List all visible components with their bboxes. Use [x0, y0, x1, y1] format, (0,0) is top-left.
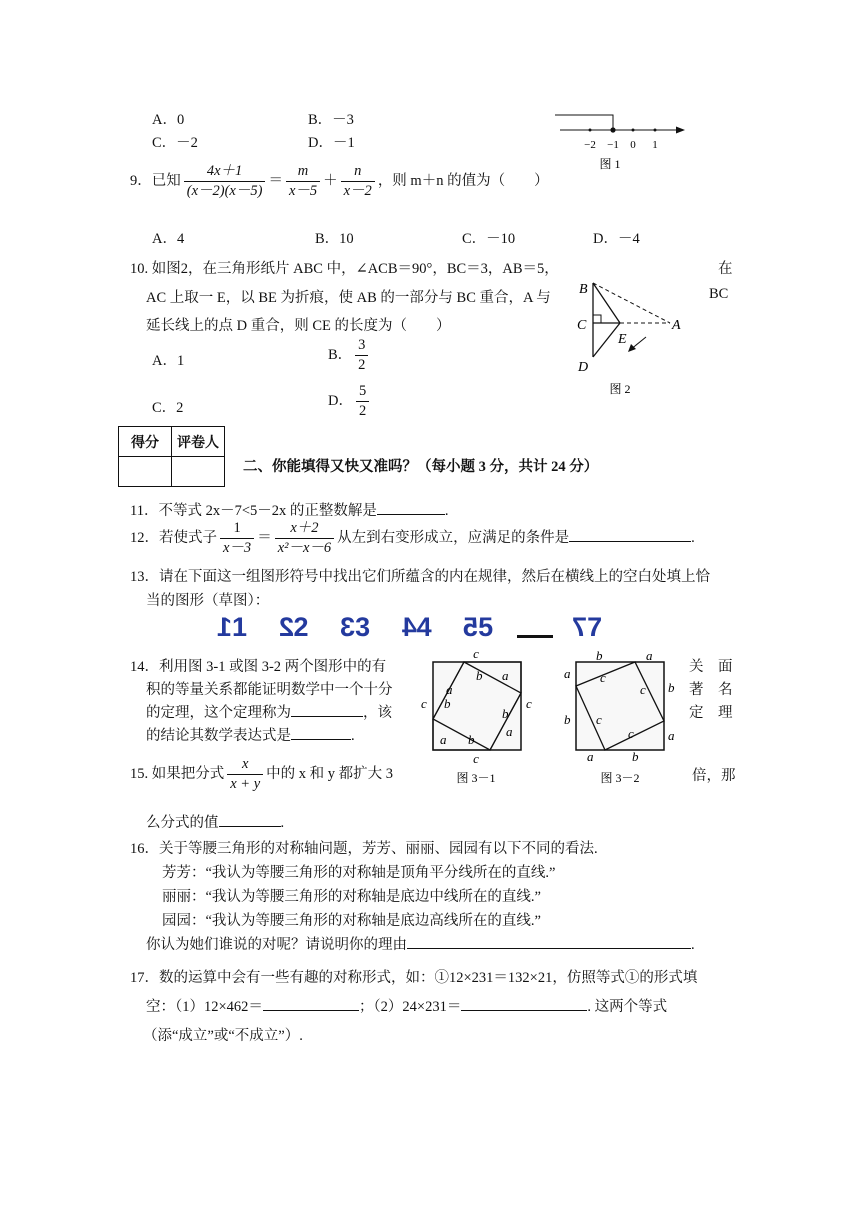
- figure-2-caption: 图 2: [609, 382, 631, 396]
- tick-label: 1: [652, 139, 658, 151]
- side-label: b: [596, 648, 603, 663]
- score-header: 得分: [119, 427, 172, 457]
- side-label: b: [444, 696, 451, 711]
- side-label: a: [446, 682, 453, 697]
- side-label: a: [440, 732, 447, 747]
- q10-line-3: 延长线上的点 D 重合，则 CE 的长度为（ ）: [146, 318, 451, 334]
- q8-option-c: C．－2: [152, 135, 198, 151]
- side-label: c: [640, 682, 646, 697]
- q13-line-1: 13．请在下面这一组图形符号中找出它们所蕴含的内在规律，然后在横线上的空白处填上恰: [130, 569, 710, 585]
- q14-line-1: 14．利用图 3-1 或图 3-2 两个图形中的有: [130, 659, 387, 675]
- figure-1-caption: 图 1: [599, 157, 621, 171]
- side-label: c: [473, 751, 479, 766]
- q10-option-a: A．1: [152, 353, 185, 369]
- side-label: a: [646, 648, 653, 663]
- side-label: a: [564, 666, 571, 681]
- symbol-3: 33: [338, 612, 373, 642]
- side-label: a: [502, 668, 509, 683]
- q8-option-a: A．0: [152, 112, 185, 128]
- side-label: b: [564, 712, 571, 727]
- section-2-title: 二、你能填得又快又准吗？（每小题 3 分，共计 24 分）: [243, 459, 599, 475]
- q9-option-c: C．－10: [462, 231, 516, 247]
- q16-line-1: 16．关于等腰三角形的对称轴问题，芳芳、丽丽、园园有以下不同的看法.: [130, 841, 598, 857]
- symbol-2: 22: [276, 612, 311, 642]
- q10-line-2-right: BC: [709, 286, 729, 302]
- tick-label: 0: [630, 139, 636, 151]
- q13-symbol-row: [215, 612, 616, 643]
- figure-3-2: [560, 646, 680, 786]
- tick-label: −1: [607, 139, 619, 151]
- q14-line-1-right: 关 面: [689, 659, 733, 675]
- q14-line-2: 积的等量关系都能证明数学中一个十分: [146, 682, 393, 698]
- q16-lili: 丽丽：“我认为等腰三角形的对称轴是底边中线所在的直线.”: [162, 889, 541, 905]
- fraction: $\frac{4x+1}{(x-2)(x-5)}$: [184, 163, 266, 200]
- label-b: B: [579, 282, 588, 297]
- side-label: a: [668, 728, 675, 743]
- q15-line-1: 15. 如果把分式 $\frac{x}{x + y}$ 中的 x 和 y 都扩大 3: [130, 756, 394, 793]
- q12: 12．若使式子 $\frac{1}{x-3}$ ＝ $\frac{x+2}{\text{x²－x－6}}$ 从左到右变形成立，应满足的条件是 .: [130, 520, 695, 557]
- figure-3-1-caption: 图 3－1: [456, 771, 496, 785]
- answer-blank[interactable]: [219, 812, 281, 827]
- q14-line-3-right: 定 理: [689, 705, 733, 721]
- figure-3-1: [418, 646, 536, 786]
- side-label: a: [506, 724, 513, 739]
- label-e: E: [618, 332, 627, 347]
- label-a: A: [672, 318, 681, 333]
- side-label: c: [526, 696, 532, 711]
- q10-option-b: B． $\frac{3}{2}$: [328, 337, 371, 374]
- figure-1-number-line: [555, 105, 695, 180]
- q17-line-3: （添“成立”或“不成立”）.: [143, 1028, 303, 1044]
- fraction: $\frac{m}{x-5}$: [286, 163, 320, 200]
- q8-option-d: D．－1: [308, 135, 355, 151]
- score-table: [118, 426, 225, 487]
- q10-option-d: D． $\frac{5}{2}$: [328, 383, 372, 420]
- q16-fangfang: 芳芳：“我认为等腰三角形的对称轴是顶角平分线所在的直线.”: [162, 865, 556, 881]
- q10-line-1: 10. 如图2，在三角形纸片 ABC 中，∠ACB＝90°，BC＝3，AB＝5，: [130, 261, 559, 277]
- side-label: c: [421, 696, 427, 711]
- side-label: b: [468, 732, 475, 747]
- score-cell: [119, 457, 172, 487]
- q17-line-2: 空：（1）12×462＝ ；（2）24×231＝ . 这两个等式: [146, 995, 667, 1016]
- symbol-1: 11: [215, 612, 250, 642]
- q8-option-b: B．－3: [308, 112, 354, 128]
- label-d: D: [578, 360, 589, 375]
- symbol-7: 77: [570, 612, 605, 642]
- fraction: $\frac{n}{x-2}$: [341, 163, 375, 200]
- q9-option-d: D．－4: [593, 231, 640, 247]
- answer-blank[interactable]: [407, 934, 691, 949]
- side-label: b: [668, 680, 675, 695]
- answer-blank[interactable]: [461, 996, 587, 1011]
- side-label: b: [476, 668, 483, 683]
- answer-blank[interactable]: [377, 500, 445, 515]
- q14-line-4: 的结论其数学表达式是 .: [146, 724, 355, 745]
- q10-option-c: C．2: [152, 400, 184, 416]
- symbol-blank[interactable]: [517, 613, 553, 638]
- q16-yuanyuan: 园园：“我认为等腰三角形的对称轴是底边高线所在的直线.”: [162, 913, 541, 929]
- grader-header: 评卷人: [172, 427, 225, 457]
- q9-prefix: 9．已知: [130, 173, 181, 189]
- symbol-4: 44: [399, 612, 434, 642]
- symbol-5: 55: [461, 612, 496, 642]
- q16-question: 你认为她们谁说的对呢？请说明你的理由 .: [146, 933, 695, 954]
- side-label: c: [600, 670, 606, 685]
- q13-line-2: 当的图形（草图）：: [146, 593, 270, 609]
- side-label: c: [628, 726, 634, 741]
- q10-line-2: AC 上取一 E，以 BE 为折痕，使 AB 的一部分与 BC 重合，A 与: [146, 290, 551, 306]
- answer-blank[interactable]: [263, 996, 359, 1011]
- answer-blank[interactable]: [291, 702, 363, 717]
- q15-line-1-right: 倍，那: [692, 768, 736, 784]
- q9-suffix: ，则 m＋n 的值为（ ）: [377, 173, 549, 189]
- fraction: $\frac{x+2}{\text{x²－x－6}}$: [275, 520, 334, 557]
- q11: 11．不等式 2x－7<5－2x 的正整数解是 .: [130, 499, 449, 520]
- q9-option-b: B．10: [315, 231, 354, 247]
- side-label: c: [473, 646, 479, 661]
- q14-line-2-right: 著 名: [689, 682, 733, 698]
- figure-3-2-caption: 图 3－2: [600, 771, 640, 785]
- label-c: C: [577, 318, 587, 333]
- answer-blank[interactable]: [569, 527, 691, 542]
- fraction: $\frac{1}{x-3}$: [220, 520, 254, 557]
- side-label: c: [596, 712, 602, 727]
- answer-blank[interactable]: [291, 725, 351, 740]
- side-label: b: [632, 749, 639, 764]
- q10-line-1-right: 在: [718, 261, 733, 277]
- figure-2-triangle: [570, 275, 700, 400]
- q9-stem: 9．已知 $\frac{4x+1}{(x-2)(x-5)}$ ＝ $\frac{m}{x-5}$ ＋ $\frac{n}{x-2}$ ，则 m＋n 的值为（ ）: [130, 163, 549, 200]
- side-label: b: [502, 706, 509, 721]
- q15-line-2: 么分式的值 .: [146, 811, 284, 832]
- q14-line-3: 的定理，这个定理称为 ，该: [146, 701, 392, 722]
- fraction: $\frac{x}{x + y}$: [227, 756, 263, 793]
- side-label: a: [587, 749, 594, 764]
- q17-line-1: 17．数的运算中会有一些有趣的对称形式，如：①12×231＝132×21，仿照等式①的形式填: [130, 970, 698, 986]
- tick-label: −2: [584, 139, 596, 151]
- q9-option-a: A．4: [152, 231, 185, 247]
- grader-cell: [172, 457, 225, 487]
